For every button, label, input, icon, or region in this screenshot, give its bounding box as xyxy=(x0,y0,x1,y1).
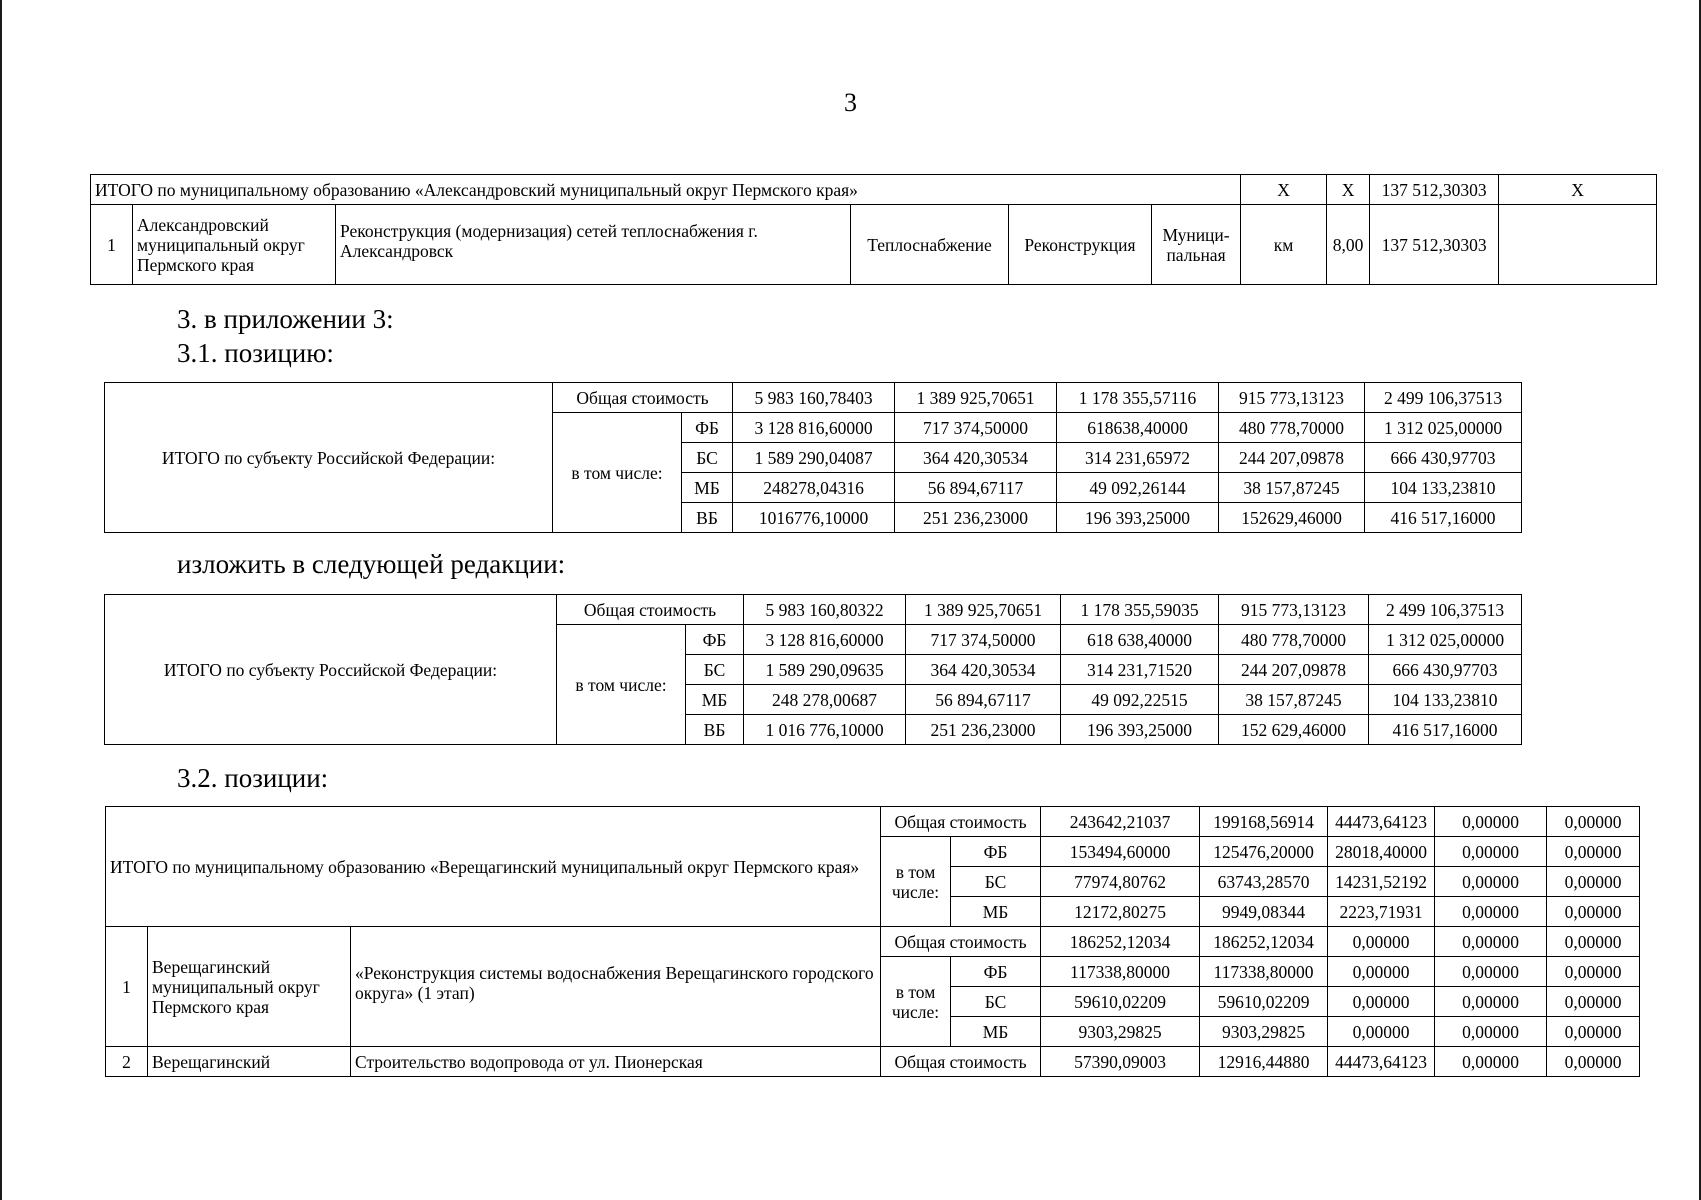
value-cell: 199168,56914 xyxy=(1200,807,1328,837)
table-row xyxy=(105,595,1522,625)
value-cell: 3 128 816,60000 xyxy=(733,413,895,443)
value-cell: 125476,20000 xyxy=(1200,837,1328,867)
value-cell: 1 016 776,10000 xyxy=(744,715,906,745)
value-cell: 251 236,23000 xyxy=(895,503,1057,533)
page-number: 3 xyxy=(844,88,857,117)
budget-code: БС xyxy=(951,987,1041,1017)
sector: Теплоснабжение xyxy=(851,205,1009,285)
object-name: «Реконструкция системы водоснабжения Верещагинского городского округа» (1 этап) xyxy=(351,927,881,1047)
value-cell: 0,00000 xyxy=(1547,1017,1640,1047)
object-name: Реконструкция (модернизация) сетей теплоснабжения г. Александровск xyxy=(336,205,851,285)
total-x-marker: X xyxy=(1241,175,1327,205)
value-cell: 618 638,40000 xyxy=(1061,625,1219,655)
value-cell: 416 517,16000 xyxy=(1369,715,1522,745)
value-cell: 104 133,23810 xyxy=(1369,685,1522,715)
scan-edge-left xyxy=(0,0,2,1200)
value-cell: 2223,71931 xyxy=(1328,897,1435,927)
value-cell: 56 894,67117 xyxy=(895,473,1057,503)
value-cell: 244 207,09878 xyxy=(1219,443,1365,473)
value-cell: 364 420,30534 xyxy=(895,443,1057,473)
value-cell: 186252,12034 xyxy=(1200,927,1328,957)
work-type: Реконструкция xyxy=(1009,205,1152,285)
value-cell: 49 092,26144 xyxy=(1057,473,1219,503)
value-cell: 666 430,97703 xyxy=(1369,655,1522,685)
value-cell: 9303,29825 xyxy=(1041,1017,1200,1047)
table-row xyxy=(105,383,1522,413)
table-row xyxy=(106,807,1640,837)
value-cell: 117338,80000 xyxy=(1041,957,1200,987)
value-cell: 9949,08344 xyxy=(1200,897,1328,927)
value-cell: 0,00000 xyxy=(1547,837,1640,867)
value-cell: 915 773,13123 xyxy=(1219,595,1369,625)
value-cell: 0,00000 xyxy=(1435,897,1547,927)
value-cell: 251 236,23000 xyxy=(906,715,1061,745)
value-cell: 314 231,65972 xyxy=(1057,443,1219,473)
value-cell: 618638,40000 xyxy=(1057,413,1219,443)
value-cell: 1 178 355,59035 xyxy=(1061,595,1219,625)
value-cell: 2 499 106,37513 xyxy=(1365,383,1522,413)
value-cell: 28018,40000 xyxy=(1328,837,1435,867)
value-cell: 314 231,71520 xyxy=(1061,655,1219,685)
value-cell: 44473,64123 xyxy=(1328,807,1435,837)
municipality-name: Верещагинский муниципальный округ Пермского края xyxy=(148,927,351,1047)
row-number: 1 xyxy=(91,205,133,285)
value-cell: 3 128 816,60000 xyxy=(744,625,906,655)
value-cell: 1016776,10000 xyxy=(733,503,895,533)
value-cell: 717 374,50000 xyxy=(906,625,1061,655)
object-sum: 137 512,30303 xyxy=(1370,205,1499,285)
value-cell: 244 207,09878 xyxy=(1219,655,1369,685)
value-cell: 152 629,46000 xyxy=(1219,715,1369,745)
value-cell: 77974,80762 xyxy=(1041,867,1200,897)
value-cell: 1 589 290,09635 xyxy=(744,655,906,685)
ownership: Муници-пальная xyxy=(1152,205,1241,285)
table-row xyxy=(91,175,1657,205)
value-cell: 1 389 925,70651 xyxy=(895,383,1057,413)
heading-appendix-3: 3. в приложении 3: xyxy=(177,304,394,334)
unit: км xyxy=(1241,205,1327,285)
table-row xyxy=(106,1047,1640,1077)
value-cell: 57390,09003 xyxy=(1041,1047,1200,1077)
value-cell: 38 157,87245 xyxy=(1219,473,1365,503)
value-cell: 480 778,70000 xyxy=(1219,625,1369,655)
value-cell: 38 157,87245 xyxy=(1219,685,1369,715)
value-cell: 196 393,25000 xyxy=(1061,715,1219,745)
value-cell: 248278,04316 xyxy=(733,473,895,503)
value-cell: 0,00000 xyxy=(1435,837,1547,867)
value-cell: 9303,29825 xyxy=(1200,1017,1328,1047)
including-label: в том числе: xyxy=(557,625,686,745)
value-cell: 0,00000 xyxy=(1547,867,1640,897)
value-cell: 0,00000 xyxy=(1435,987,1547,1017)
budget-code: ФБ xyxy=(951,957,1041,987)
total-cost-label: Общая стоимость xyxy=(881,1047,1041,1077)
capacity: 8,00 xyxy=(1327,205,1370,285)
value-cell: 104 133,23810 xyxy=(1365,473,1522,503)
value-cell: 59610,02209 xyxy=(1200,987,1328,1017)
value-cell: 0,00000 xyxy=(1547,1047,1640,1077)
value-cell: 0,00000 xyxy=(1328,1017,1435,1047)
empty-cell xyxy=(1499,205,1657,285)
value-cell: 364 420,30534 xyxy=(906,655,1061,685)
value-cell: 0,00000 xyxy=(1328,927,1435,957)
value-cell: 153494,60000 xyxy=(1041,837,1200,867)
value-cell: 0,00000 xyxy=(1328,957,1435,987)
including-label: в том числе: xyxy=(881,837,951,927)
budget-code: МБ xyxy=(686,685,744,715)
total-x-marker: X xyxy=(1499,175,1657,205)
heading-new-edition: изложить в следующей редакции: xyxy=(177,549,566,579)
table-row xyxy=(91,205,1657,285)
table-rf-total-new xyxy=(104,594,1522,745)
budget-code: ФБ xyxy=(951,837,1041,867)
value-cell: 56 894,67117 xyxy=(906,685,1061,715)
budget-code: БС xyxy=(686,655,744,685)
total-cost-label: Общая стоимость xyxy=(557,595,744,625)
row-number: 2 xyxy=(106,1047,148,1077)
municipality-name: Александровский муниципальный округ Пермского края xyxy=(133,205,336,285)
value-cell: 12172,80275 xyxy=(1041,897,1200,927)
municipality-name: Верещагинский xyxy=(148,1047,351,1077)
value-cell: 2 499 106,37513 xyxy=(1369,595,1522,625)
table-alexandrovsky xyxy=(90,174,1657,285)
total-x-marker: X xyxy=(1327,175,1370,205)
budget-code: БС xyxy=(682,443,733,473)
value-cell: 0,00000 xyxy=(1328,987,1435,1017)
budget-code: МБ xyxy=(951,1017,1041,1047)
table-rf-total-old xyxy=(104,382,1522,533)
value-cell: 63743,28570 xyxy=(1200,867,1328,897)
value-cell: 117338,80000 xyxy=(1200,957,1328,987)
total-cost-label: Общая стоимость xyxy=(881,927,1041,957)
value-cell: 0,00000 xyxy=(1435,1017,1547,1047)
budget-code: ФБ xyxy=(682,413,733,443)
value-cell: 0,00000 xyxy=(1435,1047,1547,1077)
value-cell: 1 178 355,57116 xyxy=(1057,383,1219,413)
municipality-total-label: ИТОГО по муниципальному образованию «Верещагинский муниципальный округ Пермского края» xyxy=(106,807,881,927)
value-cell: 1 312 025,00000 xyxy=(1365,413,1522,443)
value-cell: 1 589 290,04087 xyxy=(733,443,895,473)
value-cell: 416 517,16000 xyxy=(1365,503,1522,533)
value-cell: 0,00000 xyxy=(1547,927,1640,957)
value-cell: 248 278,00687 xyxy=(744,685,906,715)
value-cell: 0,00000 xyxy=(1547,957,1640,987)
value-cell: 243642,21037 xyxy=(1041,807,1200,837)
budget-code: ВБ xyxy=(682,503,733,533)
value-cell: 0,00000 xyxy=(1435,927,1547,957)
value-cell: 186252,12034 xyxy=(1041,927,1200,957)
total-cost-label: Общая стоимость xyxy=(553,383,733,413)
total-cost-label: Общая стоимость xyxy=(881,807,1041,837)
table-row xyxy=(106,927,1640,957)
value-cell: 480 778,70000 xyxy=(1219,413,1365,443)
value-cell: 1 312 025,00000 xyxy=(1369,625,1522,655)
value-cell: 49 092,22515 xyxy=(1061,685,1219,715)
value-cell: 44473,64123 xyxy=(1328,1047,1435,1077)
value-cell: 666 430,97703 xyxy=(1365,443,1522,473)
rf-total-label: ИТОГО по субъекту Российской Федерации: xyxy=(105,383,553,533)
budget-code: ФБ xyxy=(686,625,744,655)
value-cell: 0,00000 xyxy=(1547,897,1640,927)
total-sum: 137 512,30303 xyxy=(1370,175,1499,205)
value-cell: 0,00000 xyxy=(1435,867,1547,897)
value-cell: 196 393,25000 xyxy=(1057,503,1219,533)
budget-code: БС xyxy=(951,867,1041,897)
value-cell: 59610,02209 xyxy=(1041,987,1200,1017)
municipality-total-label: ИТОГО по муниципальному образованию «Александровский муниципальный округ Пермского края» xyxy=(91,175,1241,205)
value-cell: 5 983 160,80322 xyxy=(744,595,906,625)
budget-code: ВБ xyxy=(686,715,744,745)
row-number: 1 xyxy=(106,927,148,1047)
heading-3-2: 3.2. позиции: xyxy=(177,763,329,793)
value-cell: 152629,46000 xyxy=(1219,503,1365,533)
object-name: Строительство водопровода от ул. Пионерская xyxy=(351,1047,881,1077)
value-cell: 1 389 925,70651 xyxy=(906,595,1061,625)
table-vereshchagino xyxy=(105,806,1640,1077)
including-label: в том числе: xyxy=(553,413,682,533)
value-cell: 14231,52192 xyxy=(1328,867,1435,897)
value-cell: 0,00000 xyxy=(1547,987,1640,1017)
value-cell: 0,00000 xyxy=(1547,807,1640,837)
value-cell: 0,00000 xyxy=(1435,807,1547,837)
value-cell: 717 374,50000 xyxy=(895,413,1057,443)
rf-total-label: ИТОГО по субъекту Российской Федерации: xyxy=(105,595,557,745)
value-cell: 0,00000 xyxy=(1435,957,1547,987)
budget-code: МБ xyxy=(682,473,733,503)
value-cell: 12916,44880 xyxy=(1200,1047,1328,1077)
heading-3-1: 3.1. позицию: xyxy=(177,338,334,368)
budget-code: МБ xyxy=(951,897,1041,927)
including-label: в том числе: xyxy=(881,957,951,1047)
value-cell: 915 773,13123 xyxy=(1219,383,1365,413)
value-cell: 5 983 160,78403 xyxy=(733,383,895,413)
